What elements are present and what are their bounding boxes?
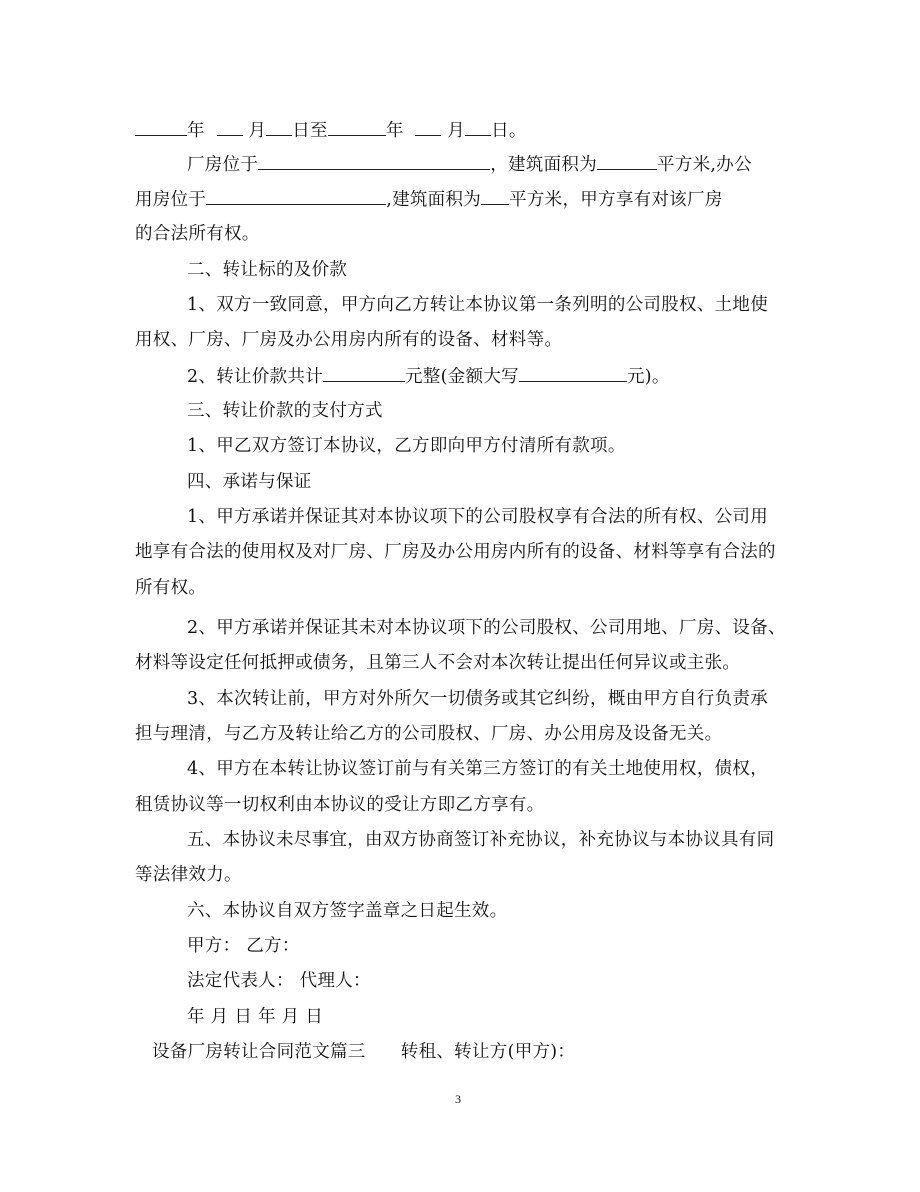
blank-field [217, 118, 243, 136]
blank-field [415, 118, 441, 136]
price-line [187, 364, 670, 389]
blank-field [323, 364, 405, 382]
signature-parties: 甲方： 乙方： [187, 936, 300, 956]
blank-field [135, 118, 187, 136]
paragraph-line: 所有权。 [135, 578, 207, 598]
paragraph-line: 的合法所有权。 [135, 224, 260, 244]
blank-field [519, 364, 627, 382]
paragraph-line: 担与理清，与乙方及转让给乙方的公司股权、厂房、办公用房及设备无关。 [135, 724, 723, 744]
text: 年 [187, 121, 205, 141]
blank-field [465, 118, 491, 136]
text: 平方米,办公 [657, 155, 752, 175]
section-heading: 三、转让价款的支付方式 [187, 401, 383, 421]
factory-location-line [187, 152, 752, 177]
next-section-title: 设备厂房转让合同范文篇三 转租、转让方(甲方)： [152, 1042, 576, 1062]
text: 2、转让价款共计 [187, 367, 324, 387]
text: ，建筑面积为 [490, 155, 598, 175]
blank-field [328, 118, 386, 136]
text: 元整(金额大写 [405, 367, 519, 387]
paragraph-line: 六、本协议自双方签字盖章之日起生效。 [187, 901, 508, 921]
text: 月 [447, 121, 466, 141]
text: ,建筑面积为 [386, 190, 482, 210]
paragraph-line: 五、本协议未尽事宜，由双方协商签订补充协议，补充协议与本协议具有同 [187, 830, 775, 850]
signature-dates: 年 月 日 年 月 日 [187, 1007, 324, 1027]
paragraph-line: 3、本次转让前，甲方对外所欠一切债务或其它纠纷，概由甲方自行负责承 [187, 689, 769, 709]
section-heading: 四、承诺与保证 [187, 472, 312, 492]
page-number: 3 [455, 1092, 461, 1106]
blank-field [206, 187, 386, 205]
date-range-line [135, 118, 527, 143]
paragraph-line: 材料等设定任何抵押或债务，且第三人不会对本次转让提出任何异议或主张。 [135, 653, 741, 673]
paragraph-line: 1、甲方承诺并保证其对本协议项下的公司股权享有合法的所有权、公司用 [187, 507, 769, 527]
blank-field [258, 152, 490, 170]
paragraph-line: 4、甲方在本转让协议签订前与有关第三方签订的有关土地使用权，债权， [187, 759, 769, 779]
text: 日。 [491, 121, 527, 141]
section-heading: 二、转让标的及价款 [187, 260, 348, 280]
text: 用房位于 [135, 190, 207, 210]
paragraph-line: 地享有合法的使用权及对厂房、厂房及办公用房内所有的设备、材料等享有合法的 [135, 542, 776, 562]
office-location-line [135, 187, 723, 212]
blank-field [597, 152, 657, 170]
text: 月 [248, 121, 267, 141]
blank-field [481, 187, 509, 205]
signature-representatives: 法定代表人： 代理人： [187, 971, 371, 991]
paragraph-line: 2、甲方承诺并保证其未对本协议项下的公司股权、公司用地、厂房、设备、 [187, 618, 786, 638]
paragraph-line: 用权、厂房、厂房及办公用房内所有的设备、材料等。 [135, 330, 563, 350]
blank-field [266, 118, 292, 136]
paragraph-line: 等法律效力。 [135, 865, 242, 885]
text: 平方米，甲方享有对该厂房 [509, 190, 723, 210]
text: 厂房位于 [187, 155, 259, 175]
text: 年 [385, 121, 404, 141]
paragraph-line: 1、甲乙双方签订本协议，乙方即向甲方付清所有款项。 [187, 436, 626, 456]
paragraph-line: 租赁协议等一切权利由本协议的受让方即乙方享有。 [135, 795, 545, 815]
paragraph-line: 1、双方一致同意，甲方向乙方转让本协议第一条列明的公司股权、土地使 [187, 295, 769, 315]
text: 日至 [292, 121, 328, 141]
text: 元)。 [626, 367, 670, 387]
